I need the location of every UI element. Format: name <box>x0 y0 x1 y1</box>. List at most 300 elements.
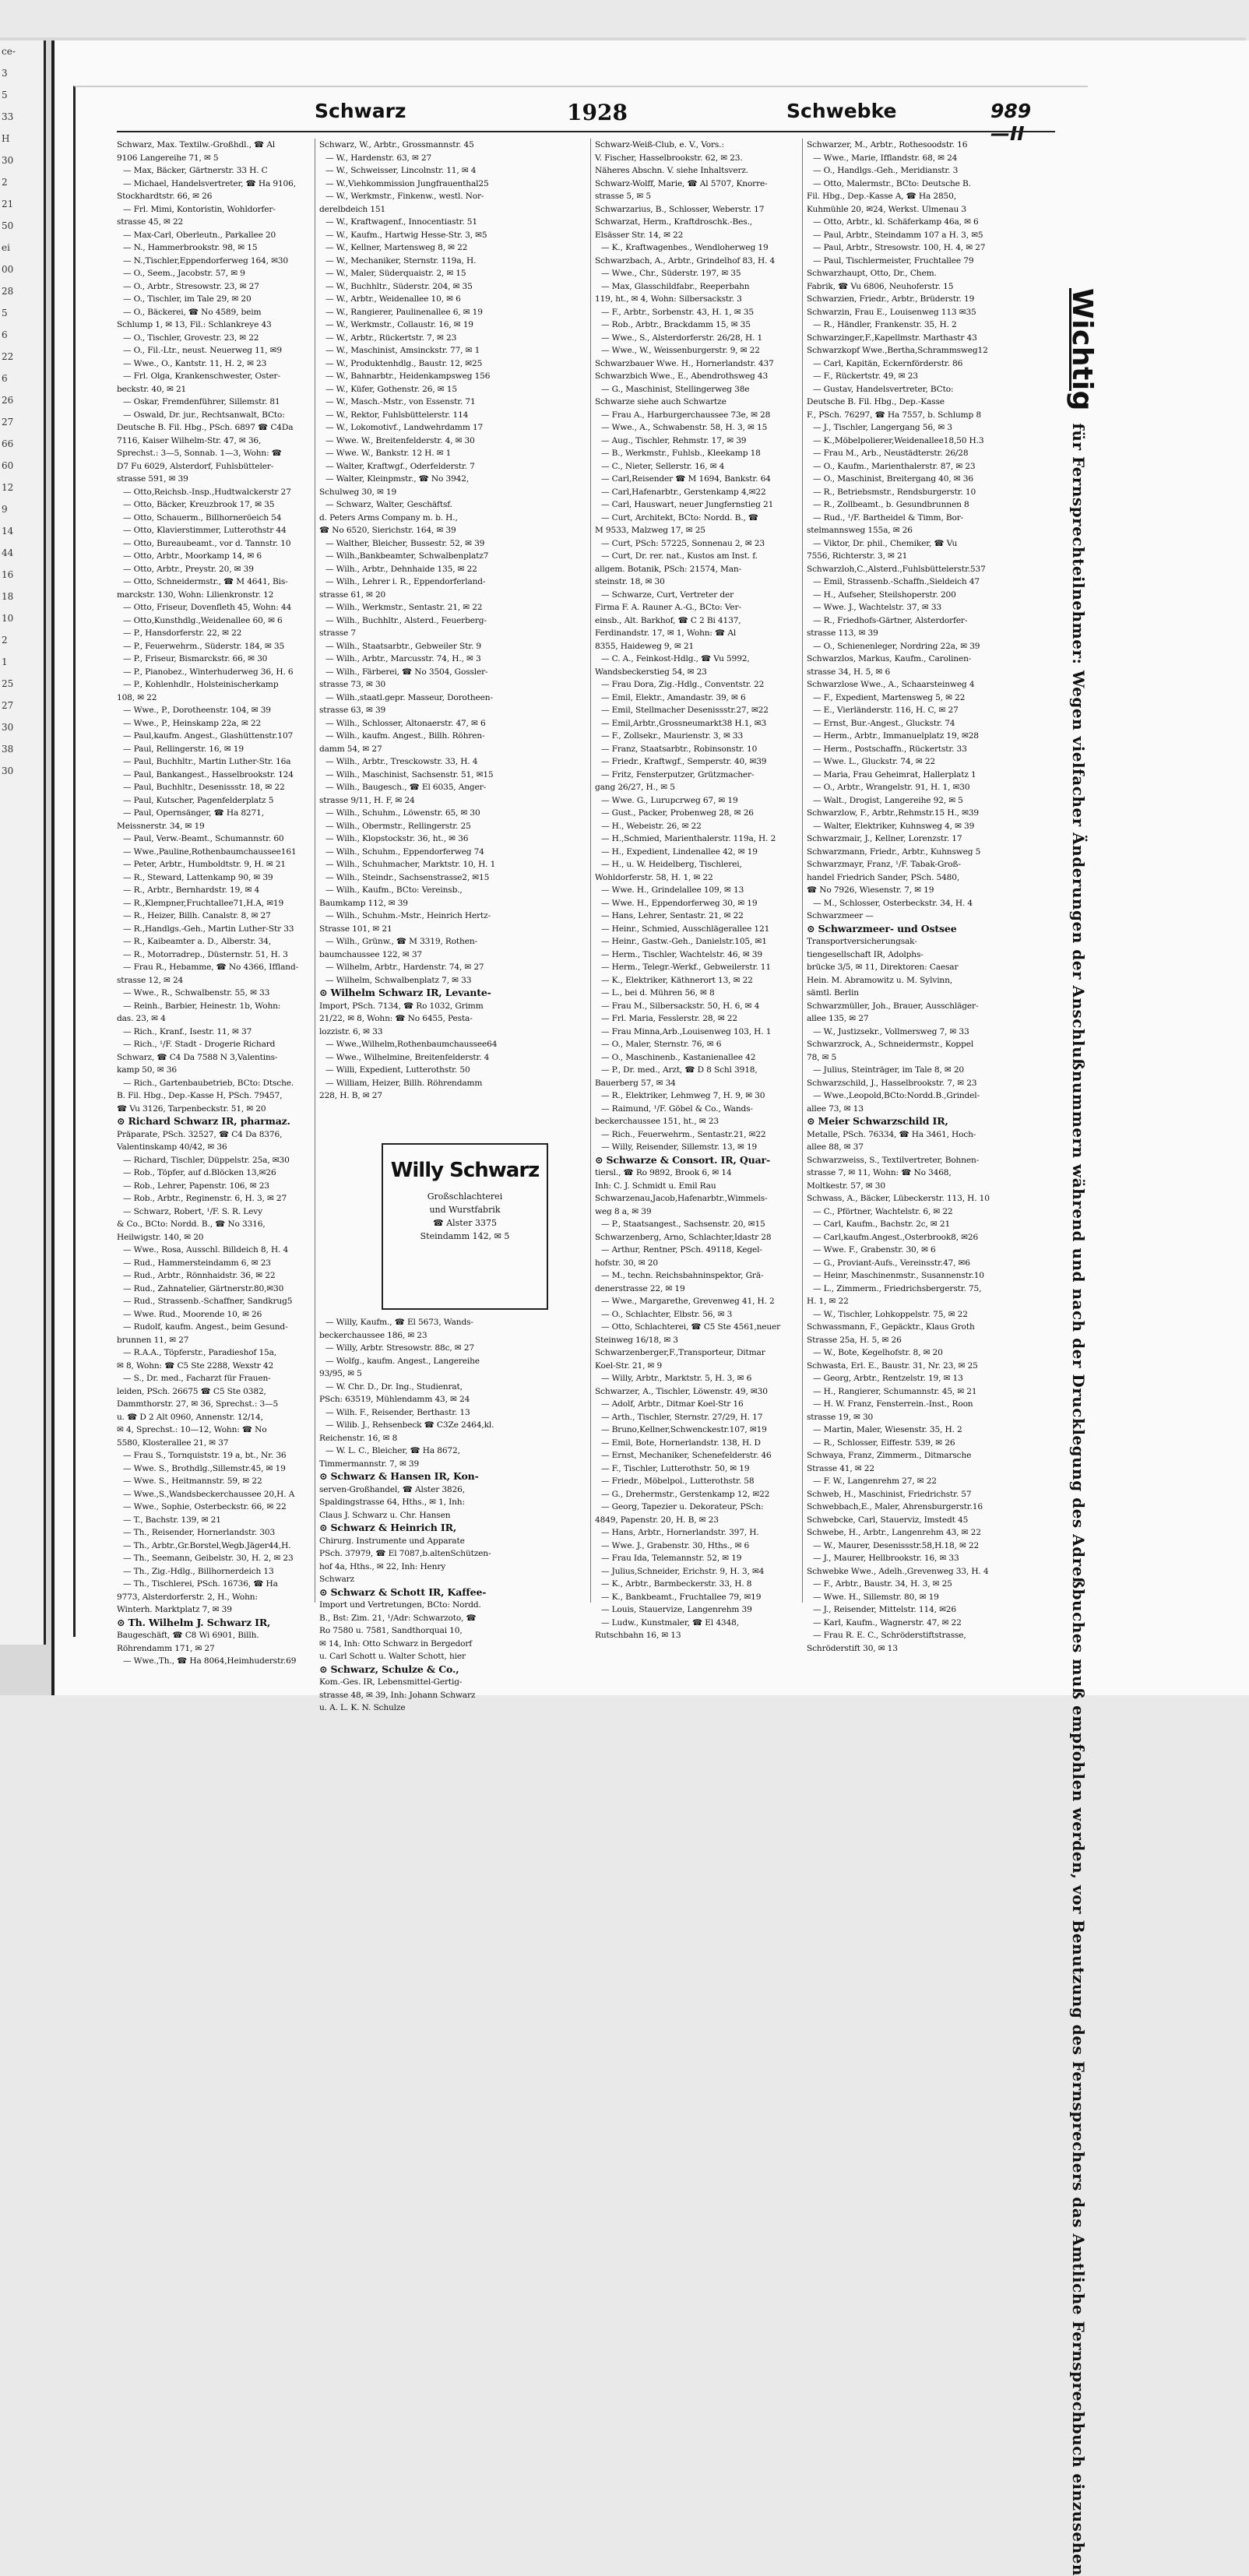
directory-entry: — J., Reisender, Mittelstr. 114, ✉26 <box>813 1605 956 1614</box>
directory-entry: — G., Drehermstr., Gerstenkamp 12, ✉22 <box>601 1489 770 1499</box>
directory-entry: — Georg, Arbtr., Rentzelstr. 19, ✉ 13 <box>813 1374 963 1383</box>
directory-entry: — N., Hammerbrookstr. 98, ✉ 15 <box>123 243 258 252</box>
directory-entry: — W. L. C., Bleicher, ☎ Ha 8672, <box>325 1446 460 1455</box>
directory-entry: — Frau Dora, Zig.-Hdlg., Conventstr. 22 <box>601 680 765 689</box>
directory-entry: PSch. 37979, ☎ El 7087,b.altenSchützen- <box>319 1549 491 1558</box>
directory-entry: — Frau R. E. C., Schröderstiftstrasse, <box>813 1631 966 1640</box>
directory-entry: Schwasta, Erl. E., Baustr. 31, Nr. 23, ✉ 25 <box>807 1360 978 1371</box>
directory-entry: — Wwe., Sophie, Osterbeckstr. 66, ✉ 22 <box>123 1502 287 1511</box>
directory-entry: — Oskar, Fremdenführer, Sillemstr. 81 <box>123 397 280 406</box>
directory-entry: — Heinr., Gastw.-Geh., Danielstr.105, ✉1 <box>601 937 767 946</box>
directory-entry: Strasse 41, ✉ 22 <box>807 1463 874 1473</box>
directory-entry: Schwaya, Franz, Zimmerm., Ditmarsche <box>807 1451 972 1460</box>
directory-entry: — P., Kohlenhdlr., Holsteinischerkamp <box>123 680 279 689</box>
directory-entry: — L., Zimmerm., Friedrichsbergerstr. 75, <box>813 1283 982 1293</box>
directory-entry: Schlump 1, ✉ 13, Fil.: Schlankreye 43 <box>117 320 272 329</box>
directory-entry: handel Friedrich Sander, PSch. 5480, <box>807 872 960 882</box>
directory-entry: — Otto, Klavierstimmer, Lutterothstr 44 <box>123 526 287 535</box>
directory-entry: Deutsche B. Fil. Hbg., Dep.-Kasse <box>807 397 945 406</box>
directory-entry: — Carl,kaufm.Angest.,Osterbrook8, ✉26 <box>813 1232 979 1242</box>
directory-entry: — Paul,kaufm. Angest., Glashüttenstr.107 <box>123 731 294 741</box>
directory-entry: Schwarzmayr, Franz, ¹/F. Tabak-Groß- <box>807 860 961 869</box>
directory-entry: Näheres Abschn. V. siehe Inhaltsverz. <box>595 166 749 175</box>
directory-entry: Schwarzrock, A., Schneidermstr., Koppel <box>807 1040 974 1049</box>
directory-entry: — Wilh., Schuhm., Löwenstr. 65, ✉ 30 <box>325 808 480 818</box>
directory-entry: — Wilh., Schlosser, Altonaerstr. 47, ✉ 6 <box>325 718 486 728</box>
directory-entry: kamp 50, ✉ 36 <box>117 1065 177 1075</box>
directory-entry: — Wwe., Marie, Ifflandstr. 68, ✉ 24 <box>813 153 958 163</box>
directory-entry: Schweb, H., Maschinist, Friedrichstr. 57 <box>807 1489 972 1499</box>
directory-entry: — W., Arbtr., Rückertstr. 7, ✉ 23 <box>325 333 457 343</box>
directory-entry: — O., Tischler, im Tale 29, ✉ 20 <box>123 294 252 304</box>
firm-entry: ⊙ Schwarz & Heinrich IR, <box>319 1522 457 1533</box>
directory-entry: sämtl. Berlin <box>807 988 859 998</box>
directory-entry: — W., Maler, Süderquaistr. 2, ✉ 15 <box>325 269 466 278</box>
directory-entry: — Hans, Arbtr., Hornerlandstr. 397, H. <box>601 1528 759 1537</box>
directory-entry: Schwarzin, Frau E., Louisenweg 113 ✉35 <box>807 307 976 317</box>
directory-entry: — Franz, Staatsarbtr., Robinsonstr. 10 <box>601 744 758 754</box>
ad-company-name: Willy Schwarz <box>390 1159 540 1182</box>
firm-entry: ⊙ Th. Wilhelm J. Schwarz IR, <box>117 1616 271 1628</box>
directory-entry: — W., Arbtr., Weidenallee 10, ✉ 6 <box>325 294 461 304</box>
directory-entry: — Wilhelm, Arbtr., Hardenstr. 74, ✉ 27 <box>325 962 484 972</box>
directory-entry: gang 26/27, H., ✉ 5 <box>595 783 675 792</box>
directory-entry: — Frau M., Silbersackstr. 50, H. 6, ✉ 4 <box>601 1001 760 1011</box>
directory-entry: Schwarzat, Herm., Kraftdroschk.-Bes., <box>595 217 753 227</box>
directory-entry: — Adolf, Arbtr., Ditmar Koel-Str 16 <box>601 1399 744 1409</box>
directory-entry: — Martin, Maler, Wiesenstr. 35, H. 2 <box>813 1425 962 1434</box>
directory-entry: — W., Tischler, Lohkoppelstr. 75, ✉ 22 <box>813 1309 968 1319</box>
directory-entry: — Heinr., Schmied, Ausschlägerallee 121 <box>601 924 770 934</box>
directory-entry: derelbdeich 151 <box>319 204 386 214</box>
directory-entry: — W., Bahnarbtr., Heidenkampsweg 156 <box>325 371 491 381</box>
column-divider <box>802 139 803 1603</box>
directory-entry: — Wilh., Maschinist, Sachsenstr. 51, ✉15 <box>325 769 494 779</box>
directory-entry: — Hans, Lehrer, Sentastr. 21, ✉ 22 <box>601 911 744 920</box>
directory-entry: — Frau A., Harburgerchaussee 73e, ✉ 28 <box>601 410 771 420</box>
directory-entry: — Wwe.,S.,Wandsbeckerchaussee 20,H. A <box>123 1489 295 1499</box>
column-2-continued <box>319 1316 515 1712</box>
directory-entry: Reichenstr. 16, ✉ 8 <box>319 1433 398 1443</box>
directory-entry: — W., Werkmstr., Finkenw., westl. Nor- <box>325 192 484 201</box>
directory-entry: — Wilh., Arbtr., Dehnhaide 135, ✉ 22 <box>325 564 477 574</box>
directory-entry: — Frau S., Tornquiststr. 19 a, bt., Nr. 36 <box>123 1451 287 1460</box>
directory-entry: — W., Werkmstr., Collaustr. 16, ✉ 19 <box>325 320 473 329</box>
directory-entry: tiengesellschaft IR, Adolphs- <box>807 949 924 959</box>
directory-entry: — Curt, Architekt, BCto: Nordd. B., ☎ <box>601 512 758 523</box>
directory-entry: Schwarzlose Wwe., A., Schaarsteinweg 4 <box>807 680 975 689</box>
directory-entry: — Emil, Bote, Hornerlandstr. 138, H. D <box>601 1438 761 1448</box>
directory-entry: Schwebcke, Carl, Stauerviz, Imstedt 45 <box>807 1515 969 1525</box>
directory-entry: Sprechst.: 3—5, Sonnab. 1—3, Wohn: ☎ <box>117 449 282 458</box>
directory-entry: Schwebke Wwe., Adelh.,Grevenweg 33, H. 4 <box>807 1566 989 1576</box>
directory-entry: — J., Maurer, Hellbrookstr. 16, ✉ 33 <box>813 1554 959 1563</box>
directory-entry: — Wwe., A., Schwabenstr. 58, H. 3, ✉ 15 <box>601 423 768 432</box>
directory-entry: — Th., Arbtr.,Gr.Borstel,Wegb.Jäger44,H. <box>123 1540 291 1550</box>
firm-entry: ⊙ Richard Schwarz IR, pharmaz. <box>117 1115 290 1127</box>
previous-page-fragment: 33 <box>2 111 14 122</box>
column-3 <box>595 139 791 1640</box>
directory-entry: u. A. L. K. N. Schulze <box>319 1703 406 1712</box>
directory-entry: — Paul, Kutscher, Pagenfelderplatz 5 <box>123 795 274 805</box>
previous-page-fragment: 22 <box>2 351 14 362</box>
directory-entry: einsb., Alt. Barkhof, ☎ C 2 Bi 4137, <box>595 615 741 625</box>
previous-page-fragment: 60 <box>2 460 14 471</box>
notice-text: für Fernsprechteilnehmer: Wegen vielfacher Änderungen der Anschlußnummern während und nach der Drucklegung des Adreßbuches muß empfohlen werden, vor Benutzung des Fernsprechers das Amtliche Fernsprechbuch einzusehen <box>1069 423 1088 2576</box>
directory-entry: strasse 113, ✉ 39 <box>807 628 878 638</box>
directory-entry: — Karl, Kaufm., Wagnerstr. 47, ✉ 22 <box>813 1617 962 1628</box>
directory-entry: Transportversicherungsak- <box>807 937 917 946</box>
directory-entry: — Otto, Friseur, Dovenfleth 45, Wohn: 44 <box>123 603 292 612</box>
directory-entry: — P., Pianobez., Winterhuderweg 36, H. 6 <box>123 667 294 677</box>
directory-entry: — Wolfg., kaufm. Angest., Langereihe <box>325 1356 480 1366</box>
directory-entry: & Co., BCto: Nordd. B., ☎ No 3316, <box>117 1219 266 1229</box>
directory-entry: brücke 3/5, ✉ 11, Direktoren: Caesar <box>807 962 959 972</box>
directory-entry: — Frau M., Arb., Neustädterstr. 26/28 <box>813 449 969 458</box>
directory-entry: — Otto,Reichsb.-Insp.,Hudtwalckerstr 27 <box>123 487 291 497</box>
directory-entry: — P., Hansdorferstr. 22, ✉ 22 <box>123 628 242 638</box>
directory-entry: steinstr. 18, ✉ 30 <box>595 577 665 586</box>
directory-entry: 7556, Richterstr. 3, ✉ 21 <box>807 551 908 561</box>
previous-page-fragment: 28 <box>2 286 14 297</box>
directory-entry: — Reinh., Barbier, Heinestr. 1b, Wohn: <box>123 1001 281 1011</box>
directory-entry: — Wilh., Klopstockstr. 36, ht., ✉ 36 <box>325 834 469 843</box>
directory-entry: — Herm., Telegr.-Werkf., Gebweilerstr. 11 <box>601 962 771 972</box>
directory-entry: Schwarz-Weiß-Club, e. V., Vors.: <box>595 140 724 150</box>
directory-entry: — Wilh., Grünw., ☎ M 3319, Rothen- <box>325 937 477 946</box>
firm-entry: ⊙ Schwarz & Schott IR, Kaffee- <box>319 1585 487 1598</box>
directory-entry: — Willy, Arbtr., Marktstr. 5, H. 3, ✉ 6 <box>601 1374 752 1383</box>
header-rule <box>117 131 1055 132</box>
directory-entry: — Wwe., P., Heinskamp 22a, ✉ 22 <box>123 718 262 728</box>
directory-entry: — Rud., Zahnatelier, Gärtnerstr.80,✉30 <box>123 1283 284 1293</box>
directory-entry: Kom.-Ges. IR, Lebensmittel-Gertig- <box>319 1677 463 1687</box>
directory-entry: — W., Rektor, Fuhlsbüttelerstr. 114 <box>325 410 469 420</box>
directory-entry: Schwarze siehe auch Schwartze <box>595 397 727 406</box>
directory-entry: allee 88, ✉ 37 <box>807 1142 864 1152</box>
directory-entry: strasse 9/11, H. F, ✉ 24 <box>319 795 415 805</box>
directory-entry: Schwarzmair, J., Kellner, Lorenzstr. 17 <box>807 834 962 843</box>
directory-entry: — Emil,Arbtr.,Grossneumarkt38 H.1, ✉3 <box>601 718 767 728</box>
directory-entry: baumchaussee 122, ✉ 37 <box>319 949 423 959</box>
previous-page-fragment: 66 <box>2 438 14 449</box>
ad-line: und Wurstfabrik <box>429 1205 501 1215</box>
directory-entry: — H., Webeistr. 26, ✉ 22 <box>601 821 702 831</box>
directory-entry: d. Peters Arms Company m. b. H., <box>319 512 458 523</box>
directory-entry: — Curt, Dr. rer. nat., Kustos am Inst. f. <box>601 551 758 561</box>
directory-entry: — K., Elektriker, Käthnerort 13, ✉ 22 <box>601 975 753 985</box>
directory-entry: Chirurg. Instrumente und Apparate <box>319 1536 465 1546</box>
directory-entry: — Wilh., Arbtr., Tresckowstr. 33, H. 4 <box>325 757 478 766</box>
directory-entry: — C. A., Feinkost-Hdlg., ☎ Vu 5992, <box>601 654 750 663</box>
directory-entry: — W., Rangierer, Paulinenallee 6, ✉ 19 <box>325 307 483 317</box>
directory-entry: — Rich., Gartenbaubetrieb, BCto: Dtsche. <box>123 1078 294 1088</box>
directory-entry: — Rich., ¹/F. Stadt - Drogerie Richard <box>123 1040 276 1049</box>
directory-entry: — Bruno,Kellner,Schwenckestr.107, ✉19 <box>601 1425 767 1434</box>
directory-entry: Schwarzkopf Wwe.,Bertha,Schrammsweg12 <box>807 346 988 355</box>
directory-entry: — F., Tischler, Lutterothstr. 50, ✉ 19 <box>601 1463 750 1473</box>
directory-entry: beckerchaussee 186, ✉ 23 <box>319 1330 427 1340</box>
directory-entry: — Wwe.,Th., ☎ Ha 8064,Heimhuderstr.69 <box>123 1656 297 1666</box>
previous-page-fragment: 12 <box>2 482 14 493</box>
previous-page-fragment: 2 <box>2 177 8 188</box>
directory-entry: Schwarzenau,Jacob,Hafenarbtr.,Wimmels- <box>595 1194 768 1203</box>
directory-entry: — Viktor, Dr. phil., Chemiker, ☎ Vu <box>813 538 958 548</box>
directory-entry: — P., Dr. med., Arzt, ☎ D 8 Schl 3918, <box>601 1065 758 1075</box>
previous-page-fragment: 3 <box>2 68 8 79</box>
directory-entry: strasse 45, ✉ 22 <box>117 217 184 227</box>
previous-page-fragment: 16 <box>2 569 14 580</box>
directory-entry: — G., Proviant-Aufs., Vereinsstr.47, ✉6 <box>813 1258 970 1268</box>
directory-entry: — Julius, Steinträger, im Tale 8, ✉ 20 <box>813 1065 965 1075</box>
directory-entry: — Wilh., Obermstr., Rellingerstr. 25 <box>325 821 471 831</box>
directory-entry: 8355, Haideweg 9, ✉ 21 <box>595 641 695 651</box>
directory-entry: Schwass, A., Bäcker, Lübeckerstr. 113, H. 10 <box>807 1194 990 1203</box>
directory-entry: — Schwarz, Walter, Geschäftsf. <box>325 500 452 509</box>
directory-entry: — R.,Klempner,Fruchtallee71,H.A, ✉19 <box>123 898 284 908</box>
directory-entry: — Peter, Arbtr., Humboldtstr. 9, H. ✉ 21 <box>123 860 286 869</box>
directory-entry: hofstr. 30, ✉ 20 <box>595 1258 658 1268</box>
directory-entry: allgem. Botanik, PSch: 21574, Man- <box>595 564 742 574</box>
firm-entry: ⊙ Wilhelm Schwarz IR, Levante- <box>319 987 491 998</box>
directory-entry: — B., Werkmstr., Fuhlsb., Kleekamp 18 <box>601 449 761 458</box>
directory-entry: — R., Kaibeamter a. D., Alberstr. 34, <box>123 937 272 946</box>
directory-entry: Fil. Hbg., Dep.-Kasse A, ☎ Ha 2850, <box>807 192 956 201</box>
directory-entry: Schwarzenberg, Arno, Schlachter,Idastr 28 <box>595 1232 772 1242</box>
directory-entry: — Wilh., Schuhm.-Mstr., Heinrich Hertz- <box>325 911 491 920</box>
directory-entry: Timmermannstr. 7, ✉ 39 <box>319 1459 420 1469</box>
directory-entry: — Wwe. L., Gluckstr. 74, ✉ 22 <box>813 757 936 766</box>
directory-entry: — Oswald, Dr. jur., Rechtsanwalt, BCto: <box>123 410 285 420</box>
notice-title: Wichtig <box>1066 288 1098 411</box>
directory-entry: Valentinskamp 40/42, ✉ 36 <box>117 1142 227 1152</box>
directory-entry: Spaldingstrasse 64, Hths., ✉ 1, Inh: <box>319 1497 465 1507</box>
column-1 <box>117 139 313 1666</box>
directory-entry: Inh: C. J. Schmidt u. Emil Rau <box>595 1181 716 1191</box>
directory-entry: Claus J. Schwarz u. Chr. Hansen <box>319 1510 451 1520</box>
previous-page-fragment: 5 <box>2 308 8 318</box>
directory-entry: — Rob., Arbtr., Brackdamm 15, ✉ 35 <box>601 320 751 329</box>
directory-entry: — R., Friedhofs-Gärtner, Alsterdorfer- <box>813 615 968 625</box>
previous-page-fragment: 25 <box>2 678 14 689</box>
directory-entry: — Wwe. S., Heitmannstr. 59, ✉ 22 <box>123 1476 262 1486</box>
directory-entry: Schwarzer, A., Tischler, Löwenstr. 49, ✉30 <box>595 1386 768 1396</box>
directory-entry: — Raimund, ¹/F. Göbel & Co., Wands- <box>601 1103 753 1114</box>
directory-entry: — Rob., Arbtr., Reginenstr. 6, H. 3, ✉ 27 <box>123 1194 287 1203</box>
directory-entry: Rutschbahn 16, ✉ 13 <box>595 1631 681 1640</box>
directory-entry: — Schwarze, Curt, Vertreter der <box>601 589 734 600</box>
directory-entry: — H., Expedient, Lindenallee 42, ✉ 19 <box>601 846 758 857</box>
directory-entry: 4849, Papenstr. 20, H. B, ✉ 23 <box>595 1515 719 1525</box>
directory-entry: u. Carl Schott u. Walter Schott, hier <box>319 1652 466 1661</box>
directory-entry: strasse 19, ✉ 30 <box>807 1412 874 1422</box>
previous-page-fragment: 27 <box>2 700 14 711</box>
ad-address: Steindamm 142, ✉ 5 <box>420 1231 510 1241</box>
directory-entry: — Wwe., R., Schwalbenstr. 55, ✉ 33 <box>123 988 270 998</box>
directory-entry: — F., Arbtr., Baustr. 34, H. 3, ✉ 25 <box>813 1579 952 1589</box>
directory-entry: — Aug., Tischler, Rehmstr. 17, ✉ 39 <box>601 435 747 445</box>
previous-page-fragment: 9 <box>2 504 8 515</box>
directory-entry: — W., Kellner, Martensweg 8, ✉ 22 <box>325 243 468 252</box>
directory-entry: Ferdinandstr. 17, ✉ 1, Wohn: ☎ Al <box>595 628 737 638</box>
directory-entry: beckerchaussee 151, ht., ✉ 23 <box>595 1117 719 1126</box>
directory-entry: — Otto, Arbtr., kl. Schäferkamp 46a, ✉ 6 <box>813 217 979 227</box>
directory-entry: Schulweg 30, ✉ 19 <box>319 487 397 497</box>
previous-page-fragment: 14 <box>2 526 14 537</box>
directory-entry: — W., Lokomotivf., Landwehrdamm 17 <box>325 423 484 432</box>
directory-entry: Schwassmann, F., Gepäcktr., Klaus Groth <box>807 1322 975 1332</box>
directory-entry: — Otto, Arbtr., Moorkamp 14, ✉ 6 <box>123 551 262 561</box>
directory-entry: — Wwe., Wilhelmine, Breitenfelderstr. 4 <box>325 1052 490 1062</box>
directory-entry: strasse 73, ✉ 30 <box>319 680 386 689</box>
directory-entry: strasse 591, ✉ 39 <box>117 474 188 484</box>
previous-page-fragment: 30 <box>2 155 14 166</box>
directory-entry: — Georg, Tapezier u. Dekorateur, PSch: <box>601 1502 764 1511</box>
directory-entry: — Wilh., kaufm. Angest., Billh. Röhren- <box>325 731 485 741</box>
directory-entry: weg 8 a, ✉ 39 <box>595 1206 652 1216</box>
directory-entry: — Wilh., Kaufm., BCto: Vereinsb., <box>325 885 463 895</box>
directory-entry: Dammthorstr. 27, ✉ 36, Sprechst.: 3—5 <box>117 1399 279 1409</box>
directory-entry: Ro 7580 u. 7581, Sandthorquai 10, <box>319 1626 463 1635</box>
directory-entry: — W.,Viehkommission Jungfrauenthal25 <box>325 178 489 188</box>
directory-entry: — Paul, Buchhltr., Martin Luther-Str. 16a <box>123 757 291 766</box>
directory-entry: — Rob., Töpfer, auf d.Blöcken 13,✉26 <box>123 1168 276 1177</box>
directory-entry: — Otto, Bureaubeamt., vor d. Tannstr. 10 <box>123 538 291 548</box>
previous-page-fragment: 30 <box>2 765 14 776</box>
directory-entry: — Carl, Kaufm., Bachstr. 2c, ✉ 21 <box>813 1219 951 1229</box>
directory-entry: — Max, Glasschildfabr., Reeperbahn <box>601 281 750 291</box>
directory-entry: Schwarzbach, A., Arbtr., Grindelhof 83, H. 4 <box>595 255 776 266</box>
directory-entry: 7116, Kaiser Wilhelm-Str. 47, ✉ 36, <box>117 435 262 445</box>
previous-page-fragment: 10 <box>2 613 14 624</box>
directory-entry: — Walter, Kleinpmstr., ☎ No 3942, <box>325 474 470 484</box>
previous-page-fragment: 26 <box>2 395 14 406</box>
directory-entry: stelmannsweg 155a, ✉ 26 <box>807 526 913 535</box>
directory-entry: — Wwe.,Wilhelm,Rothenbaumchaussee64 <box>325 1040 498 1049</box>
directory-entry: strasse 7, ✉ 11, Wohn: ☎ No 3468, <box>807 1168 952 1177</box>
directory-entry: — Paul, Opernsänger, ☎ Ha 8271, <box>123 808 264 818</box>
directory-entry: 21/22, ✉ 8, Wohn: ☎ No 6455, Pesta- <box>319 1014 473 1023</box>
directory-entry: — Schwarz, Robert, ¹/F. S. R. Levy <box>123 1206 262 1216</box>
directory-entry: — Emil, Elektr., Amandastr. 39, ✉ 6 <box>601 692 746 702</box>
directory-entry: F., PSch. 76297, ☎ Ha 7557, b. Schlump 8 <box>807 410 981 420</box>
directory-entry: — Th., Reisender, Hornerlandstr. 303 <box>123 1528 276 1537</box>
previous-page-fragment: 00 <box>2 264 14 275</box>
directory-entry: — Wwe., P., Dorotheenstr. 104, ✉ 39 <box>123 706 271 715</box>
directory-entry: — R., Motorradrep., Düsternstr. 51, H. 3 <box>123 949 288 959</box>
directory-entry: hof 4a, Hths., ✉ 22, Inh: Henry <box>319 1561 446 1571</box>
directory-entry: — Wwe.,Pauline,Rothenbaumchaussee161 <box>123 846 297 857</box>
directory-entry: — R., Schlosser, Eiffestr. 539, ✉ 26 <box>813 1438 955 1448</box>
directory-entry: PSch: 63519, Mühlendamm 43, ✉ 24 <box>319 1395 470 1404</box>
directory-entry: — Otto, Arbtr., Preystr. 20, ✉ 39 <box>123 564 254 574</box>
directory-entry: B. Fil. Hbg., Dep.-Kasse H, PSch. 79457, <box>117 1091 283 1100</box>
directory-entry: — Wwe. W., Bankstr. 12 H. ✉ 1 <box>325 449 452 458</box>
directory-entry: — Curt, PSch: 57225, Sonnenau 2, ✉ 23 <box>601 538 765 548</box>
directory-entry: — Herm., Postschaffn., Rückertstr. 33 <box>813 744 967 754</box>
directory-entry: — Rud., Arbtr., Rönnhaidstr. 36, ✉ 22 <box>123 1271 276 1280</box>
directory-entry: Schwarzenberger,F.,Transporteur, Ditmar <box>595 1348 765 1357</box>
directory-entry: — Wwe. H., Sillemstr. 80, ✉ 19 <box>813 1592 939 1602</box>
previous-page-fragment: 44 <box>2 547 14 558</box>
directory-entry: — O., Schienenleger, Nordring 22a, ✉ 39 <box>813 641 980 651</box>
directory-entry: — Carl, Kapitän, Eckernförderstr. 86 <box>813 358 963 368</box>
directory-entry: — R., Zollbeamt., b. Gesundbrunnen 8 <box>813 500 969 509</box>
previous-page-fragment: 2 <box>2 635 8 646</box>
directory-entry: 5580, Klosterallee 21, ✉ 37 <box>117 1438 229 1448</box>
directory-entry: Schwarzbauer Wwe. H., Hornerlandstr. 437 <box>595 358 774 368</box>
directory-entry: — Wilh., Baugesch., ☎ El 6035, Anger- <box>325 783 486 792</box>
directory-entry: — Wilh., Lehrer i. R., Eppendorferland- <box>325 577 486 586</box>
directory-entry: — Rud., Strassenb.-Schaffner, Sandkrug5 <box>123 1297 293 1306</box>
directory-entry: — K., Arbtr., Barmbeckerstr. 33, H. 8 <box>601 1579 752 1589</box>
previous-page-fragment: 18 <box>2 591 14 602</box>
directory-entry: — O., Tischler, Grovestr. 23, ✉ 22 <box>123 333 259 343</box>
directory-entry: Schwarz, W., Arbtr., Grossmannstr. 45 <box>319 140 474 150</box>
directory-entry: 228, H. B, ✉ 27 <box>319 1091 382 1100</box>
directory-entry: brunnen 11, ✉ 27 <box>117 1335 189 1345</box>
directory-entry: ☎ No 6520, Sierichstr. 164, ✉ 39 <box>319 526 456 535</box>
directory-entry: — Wwe. Rud., Moorende 10, ✉ 26 <box>123 1309 262 1319</box>
directory-entry: — Rudolf, kaufm. Angest., beim Gesund- <box>123 1322 288 1332</box>
directory-entry: — Richard, Tischler, Düppelstr. 25a, ✉30 <box>123 1155 290 1165</box>
directory-entry: Import, PSch. 7134, ☎ Ro 1032, Grimm <box>319 1001 484 1011</box>
directory-entry: Stockhardtstr. 66, ✉ 26 <box>117 192 213 201</box>
directory-entry: ✉ 8, Wohn: ☎ C5 Ste 2288, Wexstr 42 <box>117 1360 274 1371</box>
directory-entry: strasse 7 <box>319 628 356 638</box>
directory-entry: — Carl,Reisender ☎ M 1694, Bankstr. 64 <box>601 474 771 484</box>
directory-entry: Schwarzarius, B., Schlosser, Weberstr. 17 <box>595 204 765 214</box>
directory-entry: — Willy, Arbtr. Stresowstr. 88c, ✉ 27 <box>325 1343 474 1353</box>
directory-entry: — W., Kaufm., Hartwig Hesse-Str. 3, ✉5 <box>325 230 487 240</box>
directory-entry: — Wilh., Werkmstr., Sentastr. 21, ✉ 22 <box>325 603 483 612</box>
directory-entry: Präparate, PSch. 32527, ☎ C4 Da 8376, <box>117 1129 283 1139</box>
directory-entry: serven-Großhandel, ☎ Alster 3826, <box>319 1484 465 1494</box>
directory-entry: — Paul, Bankangest., Hasselbrookstr. 124 <box>123 769 294 779</box>
directory-entry: — Arthur, Rentner, PSch. 49118, Kegel- <box>601 1245 762 1255</box>
directory-entry: Schwebe, H., Arbtr., Langenrehm 43, ✉ 22 <box>807 1528 981 1537</box>
vertical-notice <box>1053 288 1107 2576</box>
directory-entry: — C., Nieter, Sellerstr. 16, ✉ 4 <box>601 461 725 471</box>
directory-entry: — Otto, Bäcker, Kreuzbrook 17, ✉ 35 <box>123 500 275 509</box>
directory-entry: — Frl. Olga, Krankenschwester, Oster- <box>123 371 280 381</box>
previous-page-fragment: 27 <box>2 417 14 428</box>
directory-entry: — Herm., Tischler, Wachtelstr. 46, ✉ 39 <box>601 949 762 959</box>
directory-entry: — Friedr., Kraftwgf., Semperstr. 40, ✉39 <box>601 757 767 766</box>
directory-entry: — Wilh., Buchhltr., Alsterd., Feuerberg- <box>325 615 487 625</box>
directory-entry: — Th., Seemann, Geibelstr. 30, H. 2, ✉ 23 <box>123 1554 294 1563</box>
directory-entry: — Michael, Handelsvertreter, ☎ Ha 9106, <box>123 178 296 188</box>
firm-entry: ⊙ Schwarzmeer- und Ostsee <box>807 922 957 934</box>
directory-entry: Koel-Str. 21, ✉ 9 <box>595 1360 663 1371</box>
directory-entry: — Wwe., S., Alsterdorferstr. 26/28, H. 1 <box>601 333 763 343</box>
directory-entry: — W., Küfer, Gothenstr. 26, ✉ 15 <box>325 384 457 394</box>
previous-page-fragment: 1 <box>2 656 8 667</box>
directory-entry: lozzistr. 6, ✉ 33 <box>319 1026 383 1036</box>
directory-entry: — Maria, Frau Geheimrat, Hallerplatz 1 <box>813 769 976 779</box>
directory-entry: beckstr. 40, ✉ 21 <box>117 384 187 394</box>
directory-entry: — Wilh., Schuhm., Eppendorferweg 74 <box>325 846 484 857</box>
directory-entry: — O., Seem., Jacobstr. 57, ✉ 9 <box>123 269 245 278</box>
previous-page-fragment: ce- <box>2 46 16 57</box>
directory-entry: — Wwe., O., Kantstr. 11, H. 2, ✉ 23 <box>123 358 267 368</box>
directory-entry: — P., Feuerwehrm., Süderstr. 184, ✉ 35 <box>123 641 285 651</box>
directory-entry: — M., techn. Reichsbahninspektor, Grä- <box>601 1271 764 1280</box>
directory-entry: 119, ht., ✉ 4, Wohn: Silbersackstr. 3 <box>595 294 742 304</box>
directory-entry: — W., Maurer, Desenissstr.58,H.18, ✉ 22 <box>813 1540 980 1550</box>
directory-entry: — W. Chr. D., Dr. Ing., Studienrat, <box>325 1381 463 1392</box>
directory-entry: Schwarzmeer — <box>807 911 874 920</box>
